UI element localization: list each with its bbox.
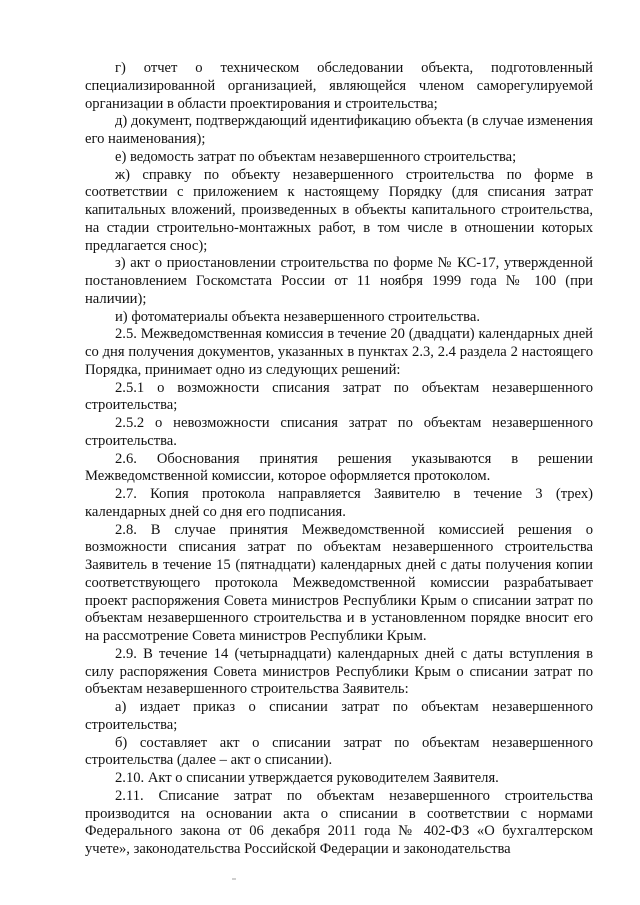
paragraph-g: г) отчет о техническом обследовании объекта, подготовленный специализированной организацией, являющейся членом саморегулируемой организации в области проектирования и строительства; <box>85 60 593 112</box>
clause-2-10: 2.10. Акт о списании утверждается руководителем Заявителя. <box>115 770 499 786</box>
clause-2-6: 2.6. Обоснования принятия решения указываются в решении Межведомственной комиссии, которое оформляется протоколом. <box>85 450 593 485</box>
paragraph-e: е) ведомость затрат по объектам незавершенного строительства; <box>115 148 517 165</box>
clause-2-5-2: 2.5.2 о невозможности списания затрат по объектам незавершенного строительства. <box>85 415 593 449</box>
clause-2-5-1: 2.5.1 о возможности списания затрат по объектам незавершенного строительства; <box>85 379 593 414</box>
clause-2-7: 2.7. Копия протокола направляется Заявителю в течение 3 (трех) календарных дней со дня его подписания. <box>85 486 593 520</box>
clause-2-5: 2.5. Межведомственная комиссия в течение 20 (двадцати) календарных дней со дня получения документов, указанных в пунктах 2.3, 2.4 раздела 2 настоящего Порядка, принимает одно из следующих решений: <box>85 326 593 378</box>
subclause-b: б) составляет акт о списании затрат по объектам незавершенного строительства (далее – акт о списании). <box>85 734 593 769</box>
paragraph-d: д) документ, подтверждающий идентификацию объекта (в случае изменения его наименования); <box>85 113 593 147</box>
paragraph-i: и) фотоматериалы объекта незавершенного строительства. <box>115 308 480 325</box>
paragraph-zh: ж) справку по объекту незавершенного строительства по форме в соответствии с приложением к настоящему Порядку (для списания затрат капитальных вложений, произведенных в объекты капитального строительства, на стадии строительно-монтажных работ, в том числе в отношении которых предлагается снос); <box>85 166 593 254</box>
clause-2-11: 2.11. Списание затрат по объектам незавершенного строительства производится на основании акта о списании в соответствии с нормами Федерального закона от 06 декабря 2011 года № 402-ФЗ «О бухгалтерском учете», законодательства Российской Федерации и законодательства <box>85 787 593 857</box>
clause-2-8: 2.8. В случае принятия Межведомственной комиссией решения о возможности списания затрат по объектам незавершенного строительства Заявитель в течение 15 (пятнадцати) календарных дней с даты получения копии соответствующего протокола Межведомственной комиссии разрабатывает проект распоряжения Совета министров Республики Крым о списании затрат по объектам незавершенного строительства и в установленном порядке вносит его на рассмотрение Совета министров Республики Крым. <box>85 521 593 644</box>
document-body <box>85 60 593 859</box>
clause-2-9: 2.9. В течение 14 (четырнадцати) календарных дней с даты вступления в силу распоряжения Совета министров Республики Крым о списании затрат по объектам незавершенного строительства Заявитель: <box>85 645 593 698</box>
scan-speck <box>232 878 236 880</box>
subclause-a: а) издает приказ о списании затрат по объектам незавершенного строительства; <box>85 699 593 733</box>
paragraph-z: з) акт о приостановлении строительства по форме № КС-17, утвержденной постановлением Госкомстата России от 11 ноября 1999 года № 100 (при наличии); <box>85 255 593 307</box>
